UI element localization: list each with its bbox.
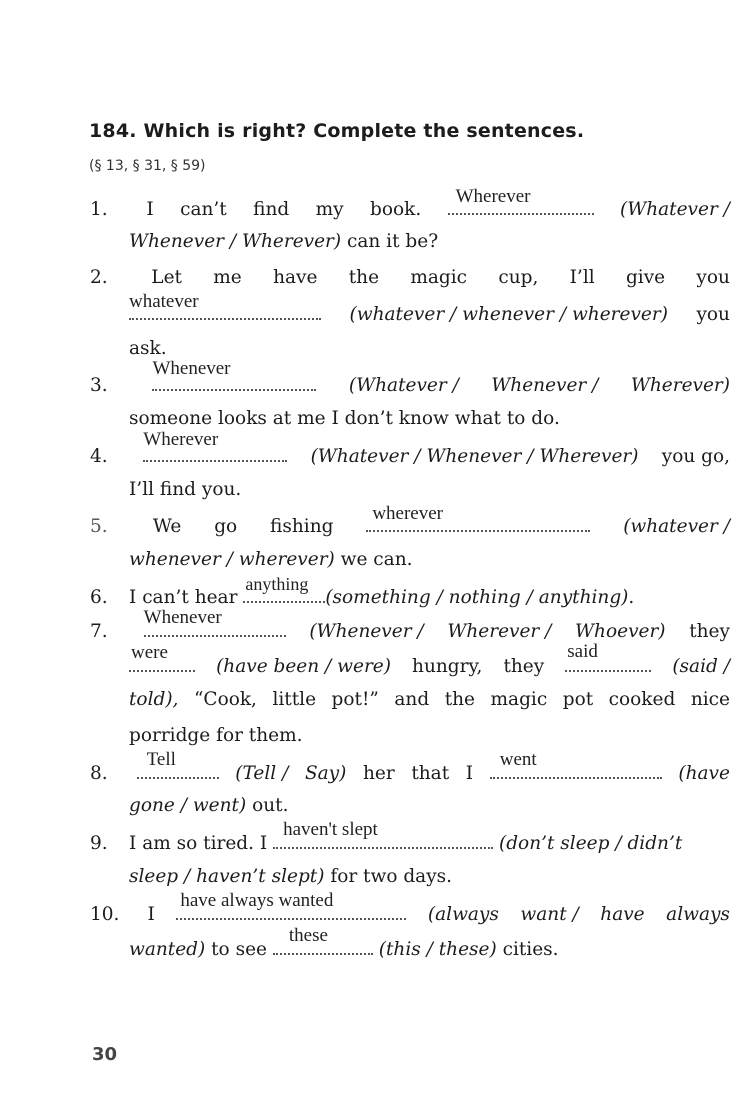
options: (this / these) — [378, 939, 497, 960]
handwritten-answer: Wherever — [143, 429, 219, 450]
handwritten-answer: Wherever — [455, 186, 531, 207]
answer-blank[interactable] — [448, 186, 594, 215]
answer-blank[interactable] — [129, 642, 195, 672]
word: I’ll — [569, 267, 595, 288]
item-number: 5. — [90, 516, 108, 537]
options: Whenever / Wherever) — [129, 231, 342, 252]
handwritten-answer: Whenever — [143, 607, 222, 628]
item-number: 7. — [90, 621, 108, 642]
item-10-line-1 — [90, 890, 730, 926]
options: (have been / were) — [216, 656, 391, 677]
word: my — [315, 199, 344, 220]
answer-blank[interactable] — [366, 503, 590, 532]
word: magic — [410, 267, 468, 288]
answer-blank[interactable] — [273, 819, 493, 849]
sentence-text: I am so tired. I — [129, 833, 268, 854]
item-number: 10. — [90, 904, 120, 925]
handwritten-answer: were — [131, 642, 168, 663]
handwritten-answer: said — [567, 641, 598, 662]
word: find — [253, 199, 290, 220]
answer-blank[interactable] — [129, 291, 321, 320]
answer-blank[interactable] — [143, 607, 286, 637]
answer-blank[interactable] — [273, 925, 373, 955]
answer-blank[interactable] — [152, 358, 316, 391]
punctuation: . — [628, 587, 635, 608]
word: pot!” — [331, 689, 379, 710]
handwritten-answer: have always wanted — [180, 890, 334, 911]
option: (always — [427, 904, 499, 925]
option: (Whatever / — [348, 375, 459, 396]
item-7-line-2 — [129, 641, 730, 678]
options: gone / went) — [129, 795, 247, 816]
word: give — [625, 267, 666, 288]
handwritten-answer: whatever — [129, 291, 199, 312]
word: nice — [690, 689, 730, 710]
item-7-line-4 — [129, 722, 730, 750]
item-3-line-1 — [90, 358, 730, 397]
item-number: 1. — [90, 199, 108, 220]
option: told), — [129, 689, 179, 710]
item-8-line-2 — [129, 792, 730, 820]
word: I — [465, 763, 474, 784]
item-number: 3. — [90, 375, 108, 396]
word: that — [411, 763, 450, 784]
word: cooked — [608, 689, 676, 710]
handwritten-answer: haven't slept — [283, 819, 378, 840]
item-7-line-1 — [90, 607, 730, 643]
word: We — [152, 516, 182, 537]
word: the — [444, 689, 475, 710]
item-number: 2. — [90, 267, 108, 288]
handwritten-answer: went — [499, 749, 537, 770]
word: you — [696, 304, 730, 325]
handwritten-answer: Tell — [146, 749, 176, 770]
word: go — [214, 516, 238, 537]
answer-blank[interactable] — [565, 641, 651, 672]
word: the — [348, 267, 380, 288]
option: (have — [678, 763, 730, 784]
word: I — [146, 199, 154, 220]
option: Whoever) — [575, 621, 666, 642]
option: Whenever / — [491, 375, 599, 396]
item-3-line-2 — [129, 405, 730, 433]
word: magic — [490, 689, 548, 710]
item-number: 8. — [90, 763, 108, 784]
word: “Cook, — [193, 689, 257, 710]
options: sleep / haven’t slept) — [129, 866, 325, 887]
word: me — [213, 267, 242, 288]
handwritten-answer: Whenever — [152, 358, 231, 379]
option: Wherever) — [630, 375, 730, 396]
options: (Whatever / — [620, 199, 730, 220]
option: always — [666, 904, 730, 925]
word: her — [362, 763, 395, 784]
item-2-line-2 — [129, 291, 730, 326]
grammar-references: (§ 13, § 31, § 59) — [89, 158, 206, 174]
word: little — [272, 689, 317, 710]
sentence-text: we can. — [340, 549, 413, 570]
item-7-line-3 — [129, 686, 730, 714]
sentence-text: ask. — [129, 338, 167, 359]
exercise-title: 184. Which is right? Complete the sentences. — [89, 120, 585, 142]
sentence-text: to see — [211, 939, 267, 960]
item-5-line-2 — [129, 546, 730, 574]
sentence-text: can it be? — [347, 231, 439, 252]
option: Say) — [304, 763, 347, 784]
answer-blank[interactable] — [137, 749, 219, 779]
item-9-line-1 — [90, 819, 730, 855]
word: you — [696, 267, 730, 288]
item-1-line-2 — [129, 228, 730, 256]
options: (something / nothing / anything) — [325, 587, 629, 608]
answer-blank[interactable] — [243, 574, 325, 603]
sentence-text: cities. — [502, 939, 559, 960]
sentence-text: porridge for them. — [129, 725, 303, 746]
sentence-text: someone looks at me I don’t know what to do. — [129, 408, 560, 429]
handwritten-answer: anything — [245, 574, 309, 594]
options: (Whatever / Whenever / Wherever) — [310, 446, 639, 467]
item-5-line-1 — [90, 503, 730, 538]
word: and — [394, 689, 430, 710]
option: (Tell / — [235, 763, 289, 784]
word: they — [689, 621, 730, 642]
item-4-line-1 — [90, 429, 730, 468]
word: pot — [562, 689, 594, 710]
answer-blank[interactable] — [490, 749, 662, 779]
answer-blank[interactable] — [143, 429, 287, 462]
item-number: 9. — [90, 833, 108, 854]
item-10-line-2 — [129, 925, 730, 961]
options: (whatever / whenever / wherever) — [349, 304, 668, 325]
option: want / — [520, 904, 579, 925]
word: fishing — [270, 516, 334, 537]
handwritten-answer: wherever — [372, 503, 444, 524]
word: they — [503, 656, 545, 677]
sentence-text: out. — [252, 795, 289, 816]
word: cup, — [498, 267, 539, 288]
handwritten-answer: these — [288, 925, 328, 946]
word: I — [147, 904, 155, 925]
word: have — [273, 267, 318, 288]
word: can’t — [180, 199, 227, 220]
option: have — [600, 904, 645, 925]
item-number: 4. — [90, 446, 108, 467]
word: book. — [370, 199, 422, 220]
word: Let — [151, 267, 182, 288]
sentence-text: you go, — [661, 446, 730, 467]
answer-blank[interactable] — [176, 890, 406, 920]
options: (don’t sleep / didn’t — [499, 833, 683, 854]
option: (Whenever / — [309, 621, 424, 642]
word: hungry, — [412, 656, 483, 677]
item-number: 6. — [90, 587, 108, 608]
options: whenever / wherever) — [129, 549, 335, 570]
option: wanted) — [129, 939, 206, 960]
option: Wherever / — [447, 621, 552, 642]
sentence-text: for two days. — [330, 866, 453, 887]
sentence-text: I’ll find you. — [129, 479, 242, 500]
page-number: 30 — [92, 1044, 118, 1065]
item-1-line-1 — [90, 186, 730, 221]
options: (whatever / — [623, 516, 730, 537]
option: (said / — [672, 656, 730, 677]
item-8-line-1 — [90, 749, 730, 785]
sentence-text: I can’t hear — [129, 587, 238, 608]
